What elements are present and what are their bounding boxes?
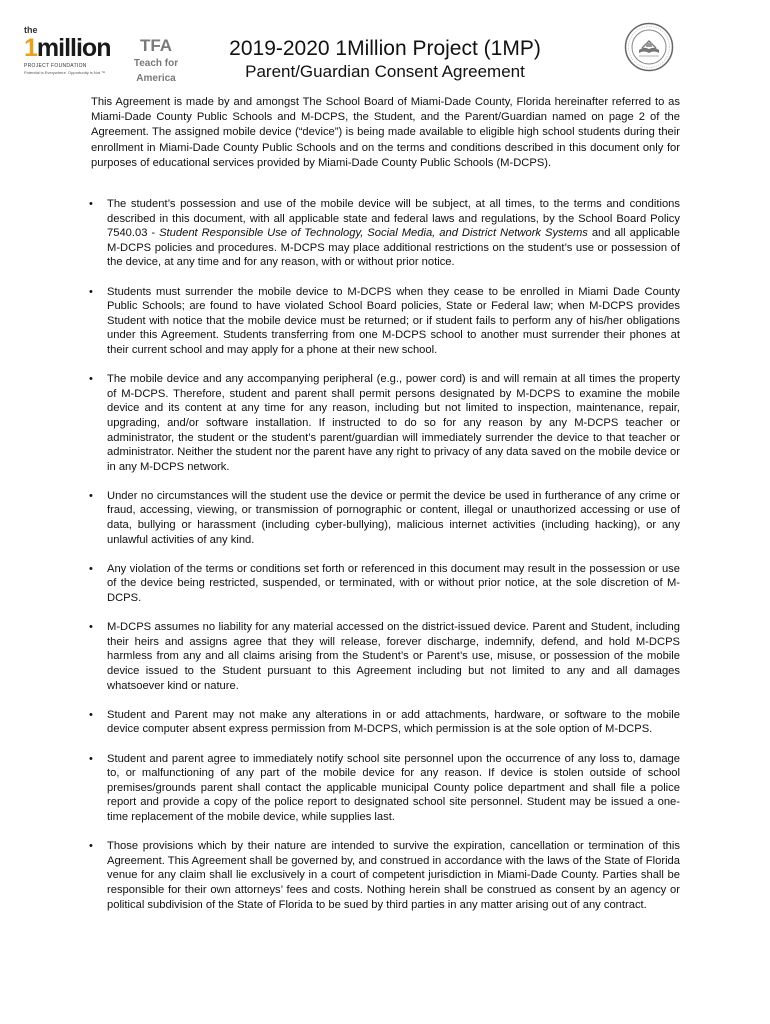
logo-small-word: the [24,25,38,35]
term-item: • The mobile device and any accompanying peripheral (e.g., power cord) is and will remain at all times the property of M-DCPS. Therefore, student and parent shall permit persons designated by M-DCPS to examine the mobile device and its content at any time for any reason, including but not limited to inspection, maintenance, repair, upgrading, and/or software installation. If instructed to do so for any reason by any M-DCPS teacher or administrator, the student or the student’s parent/guardian will immediately surrender the device to that teacher or administrator. Neither the student nor the parent have any right to privacy of any data saved on the mobile device or in any M-DCPS network. [86,372,680,474]
term-item: • M-DCPS assumes no liability for any material accessed on the district-issued device. Parent and Student, including their heirs and assigns agree that they will release, forever discharge, indemnify, defend, and hold M-DCPS harmless from any and all claims arising from the Student’s or Parent’s use, misuse, or possession of the mobile device issued to the Student pursuant to this Agreement including but not limited to any and all damages whatsoever kind or nature. [86,620,680,693]
terms-list [86,197,680,912]
term-item: • Student and Parent may not make any alterations in or add attachments, hardware, or software to the mobile device computer absent express permission from M-DCPS, which permission is at the sole option of M-DCPS. [86,708,680,737]
term-item: • Students must surrender the mobile device to M-DCPS when they cease to be enrolled in Miami Dade County Public Schools; are found to have violated School Board policies, State or Federal law; when M-DCPS provides Student with notice that the mobile device must be returned; or if student fails to perform any of his/her obligations under this Agreement. Students transferring from one M-DCPS school to another must surrender their phones at their current school and may apply for a phone at their new school. [86,285,680,358]
tfa-line-1: Teach for [133,58,179,69]
term-item: • Under no circumstances will the student use the device or permit the device be used in furtherance of any crime or fraud, accessing, viewing, or transmission of pornographic or content, illegal or unauthorized accessing or use of data, bullying or harassment (including cyber-bullying), malicious internet activities (including hacking), or any unlawful activities of any kind. [86,489,680,547]
teach-for-america-logo [120,36,192,86]
term-item: • Any violation of the terms or conditions set forth or referenced in this document may result in the possession or use of the device being restricted, suspended, or terminated, with or without prior notice, at the sole discretion of M-DCPS. [86,562,680,606]
tfa-abbr: TFA [139,36,173,55]
school-board-seal-icon [624,22,674,72]
logo-tagline: Potential is Everywhere. Opportunity is Not.™ [24,70,106,75]
term-1-text-after: and all applicable M-DCPS policies and procedures. M-DCPS may place additional restrictions on the student’s use or possession of the device, at any time and for any reason, with or without prior notice. [107,227,680,269]
term-item: • Those provisions which by their nature are intended to survive the expiration, cancellation or termination of this Agreement. This Agreement shall be governed by, and construed in accordance with the laws of the State of Florida venue for any claim shall lie exclusively in a court of competent jurisdiction in Miami-Dade County. Parties shall be responsible for their own attorneys’ fees and costs. Nothing herein shall be construed as consent by an agency or political subdivision of the State of Florida to be sued by third parties in any matter arising out of any contract. [86,839,680,912]
page-title: 2019-2020 1Million Project (1MP) [229,37,541,60]
logo-word: million [36,34,111,62]
page-subtitle: Parent/Guardian Consent Agreement [245,62,525,81]
policy-title: Student Responsible Use of Technology, Social Media, and District Network Systems [159,227,588,240]
tfa-line-2: America [136,73,176,84]
logo-foundation: PROJECT FOUNDATION [24,63,87,69]
intro-paragraph: This Agreement is made by and amongst The School Board of Miami-Dade County, Florida hereinafter referred to as Miami-Dade County Public Schools and M-DCPS, the Student, and the Parent/Guardian named on page 2 of the Agreement. The assigned mobile device (“device”) is being made available to eligible high school students during their enrollment in Miami-Dade County Public Schools and on the terms and conditions described in this document only for purposes of educational services provided by Miami-Dade County Public Schools (M-DCPS). [91,96,680,169]
term-item: • Student and parent agree to immediately notify school site personnel upon the occurrence of any loss to, damage to, or malfunctioning of any part of the mobile device for any reason. If device is stolen outside of school premises/grounds parent shall contact the applicable municipal County police department and shall file a police report and provide a copy of the police report to designated school site personnel. Student may be issued a one-time replacement of the mobile device, while supplies last. [86,752,680,825]
logo-wordmark [24,35,110,61]
term-item [86,197,680,270]
the-1million-project-logo [24,26,114,78]
term-1-text-before: The student’s possession and use of the mobile device will be subject, at all times, to the terms and conditions described in this document, with all applicable state and federal laws and regulations, by the School Board Policy 7540.03 - [107,198,680,240]
logo-digit: 1 [24,34,37,62]
